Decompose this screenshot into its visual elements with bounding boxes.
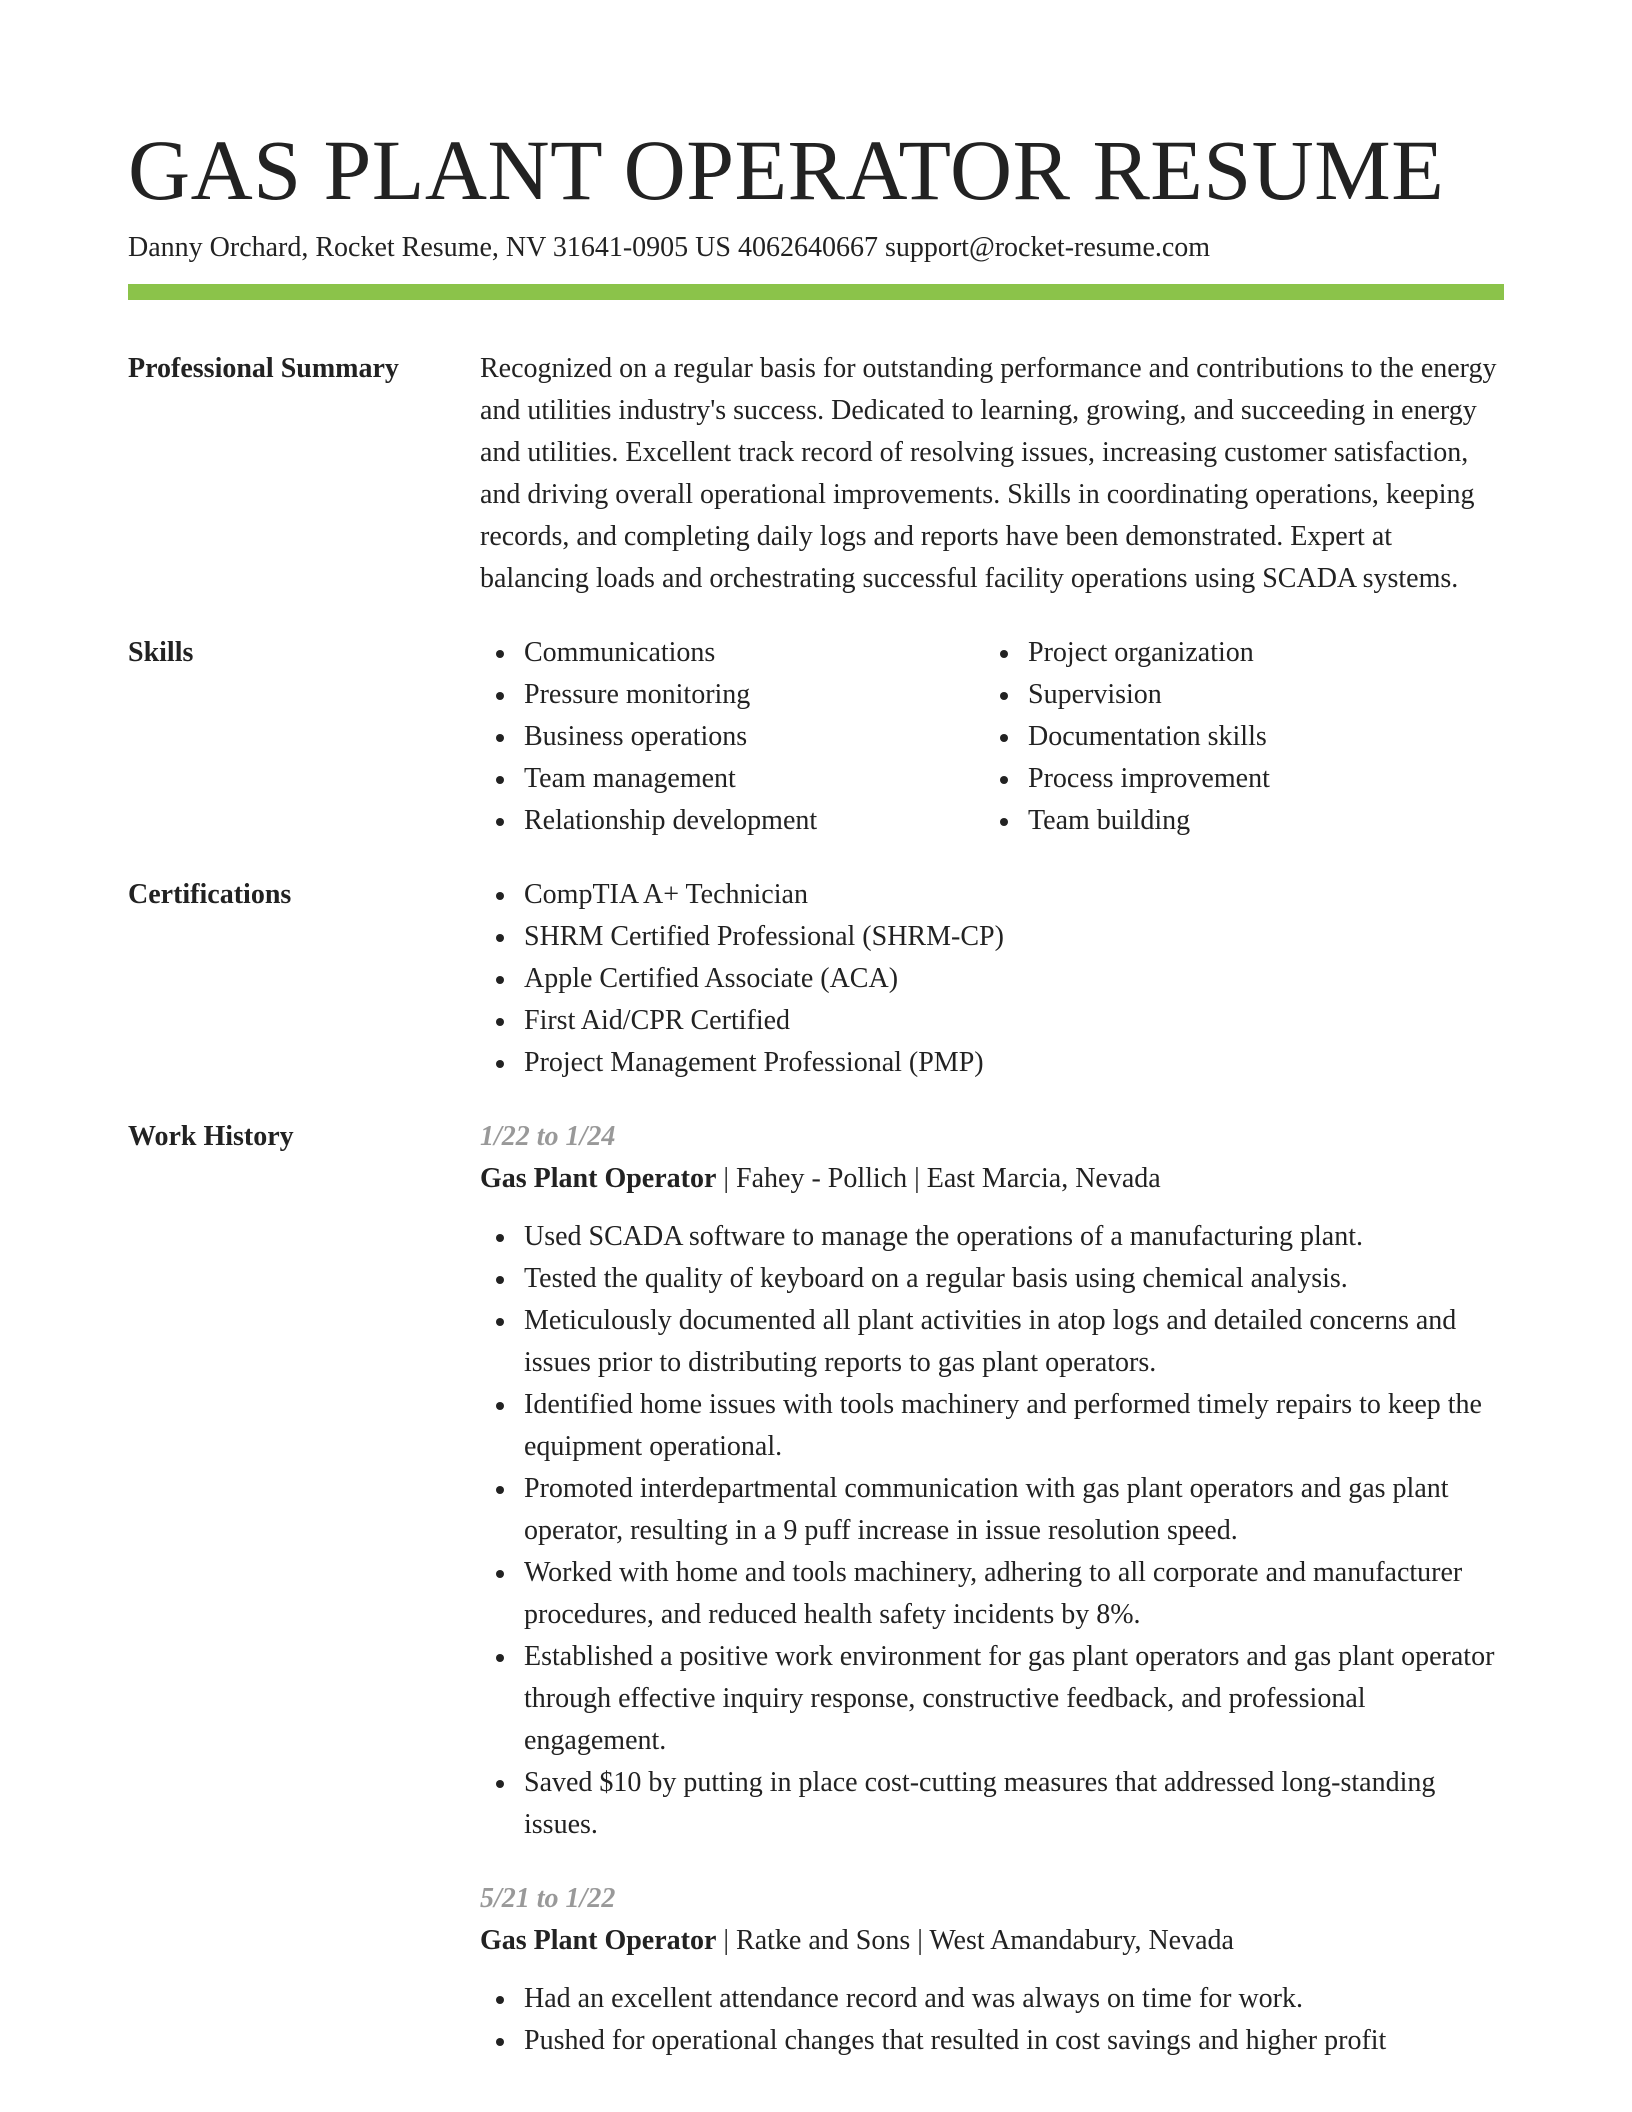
skill-item: Team building bbox=[984, 800, 1488, 842]
job-duties-list bbox=[480, 1978, 1504, 2062]
job-duty-item: Established a positive work environment for gas plant operators and gas plant operator through effective inquiry response, constructive feedback, and professional engagement. bbox=[480, 1636, 1504, 1762]
skill-item: Process improvement bbox=[984, 758, 1488, 800]
certifications-list bbox=[480, 874, 1504, 1084]
certification-item: SHRM Certified Professional (SHRM-CP) bbox=[480, 916, 1504, 958]
section-label-skills: Skills bbox=[128, 637, 194, 668]
job-duty-item: Identified home issues with tools machinery and performed timely repairs to keep the equipment operational. bbox=[480, 1384, 1504, 1468]
skill-item: Team management bbox=[480, 758, 984, 800]
certification-item: Project Management Professional (PMP) bbox=[480, 1042, 1504, 1084]
section-label-summary: Professional Summary bbox=[128, 353, 399, 384]
job-duty-item: Had an excellent attendance record and was always on time for work. bbox=[480, 1978, 1504, 2020]
job-heading bbox=[480, 1158, 1504, 1200]
job-duty-item: Worked with home and tools machinery, adhering to all corporate and manufacturer procedures, and reduced health safety incidents by 8%. bbox=[480, 1552, 1504, 1636]
skills-grid bbox=[480, 632, 1504, 842]
certification-item: First Aid/CPR Certified bbox=[480, 1000, 1504, 1042]
skill-item: Communications bbox=[480, 632, 984, 674]
job-title: Gas Plant Operator bbox=[480, 1925, 717, 1956]
job-title: Gas Plant Operator bbox=[480, 1163, 717, 1194]
job-duty-item: Tested the quality of keyboard on a regular basis using chemical analysis. bbox=[480, 1258, 1504, 1300]
job-entry bbox=[480, 1878, 1504, 2062]
resume-page bbox=[128, 118, 1504, 2062]
section-label-work-history: Work History bbox=[128, 1121, 294, 1152]
contact-line: Danny Orchard, Rocket Resume, NV 31641-0905 US 4062640667 support@rocket-resume.com bbox=[128, 232, 1211, 263]
skill-item: Documentation skills bbox=[984, 716, 1488, 758]
job-employer-location: | Fahey - Pollich | East Marcia, Nevada bbox=[716, 1163, 1161, 1194]
page-title: GAS PLANT OPERATOR RESUME bbox=[128, 122, 1445, 218]
work-history-section bbox=[128, 1116, 1504, 2062]
skill-item: Business operations bbox=[480, 716, 984, 758]
job-duty-item: Saved $10 by putting in place cost-cutting measures that addressed long-standing issues. bbox=[480, 1762, 1504, 1846]
skill-item: Pressure monitoring bbox=[480, 674, 984, 716]
job-heading bbox=[480, 1920, 1504, 1962]
skills-section bbox=[128, 632, 1504, 842]
summary-text: Recognized on a regular basis for outstanding performance and contributions to the energy and utilities industry's success. Dedicated to learning, growing, and succeeding in energy and utilities. Excellent track record of resolving issues, increasing customer satisfaction, and driving overall operational improvements. Skills in coordinating operations, keeping records, and completing daily logs and reports have been demonstrated. Expert at balancing loads and orchestrating successful facility operations using SCADA systems. bbox=[480, 353, 1497, 594]
summary-section bbox=[128, 348, 1504, 600]
job-duty-item: Promoted interdepartmental communication with gas plant operators and gas plant operator, resulting in a 9 puff increase in issue resolution speed. bbox=[480, 1468, 1504, 1552]
skill-item: Supervision bbox=[984, 674, 1488, 716]
job-duties-list bbox=[480, 1216, 1504, 1846]
skill-item: Project organization bbox=[984, 632, 1488, 674]
certification-item: Apple Certified Associate (ACA) bbox=[480, 958, 1504, 1000]
skill-item: Relationship development bbox=[480, 800, 984, 842]
accent-divider bbox=[128, 284, 1504, 300]
job-entry bbox=[480, 1116, 1504, 1846]
certifications-section bbox=[128, 874, 1504, 1084]
skills-list-left bbox=[480, 632, 984, 842]
job-dates: 5/21 to 1/22 bbox=[480, 1883, 616, 1914]
job-duty-item: Pushed for operational changes that resulted in cost savings and higher profit bbox=[480, 2020, 1504, 2062]
job-duty-item: Meticulously documented all plant activities in atop logs and detailed concerns and issues prior to distributing reports to gas plant operators. bbox=[480, 1300, 1504, 1384]
section-label-certifications: Certifications bbox=[128, 879, 292, 910]
job-employer-location: | Ratke and Sons | West Amandabury, Nevada bbox=[716, 1925, 1234, 1956]
certification-item: CompTIA A+ Technician bbox=[480, 874, 1504, 916]
job-duty-item: Used SCADA software to manage the operations of a manufacturing plant. bbox=[480, 1216, 1504, 1258]
skills-list-right bbox=[984, 632, 1488, 842]
job-dates: 1/22 to 1/24 bbox=[480, 1121, 616, 1152]
